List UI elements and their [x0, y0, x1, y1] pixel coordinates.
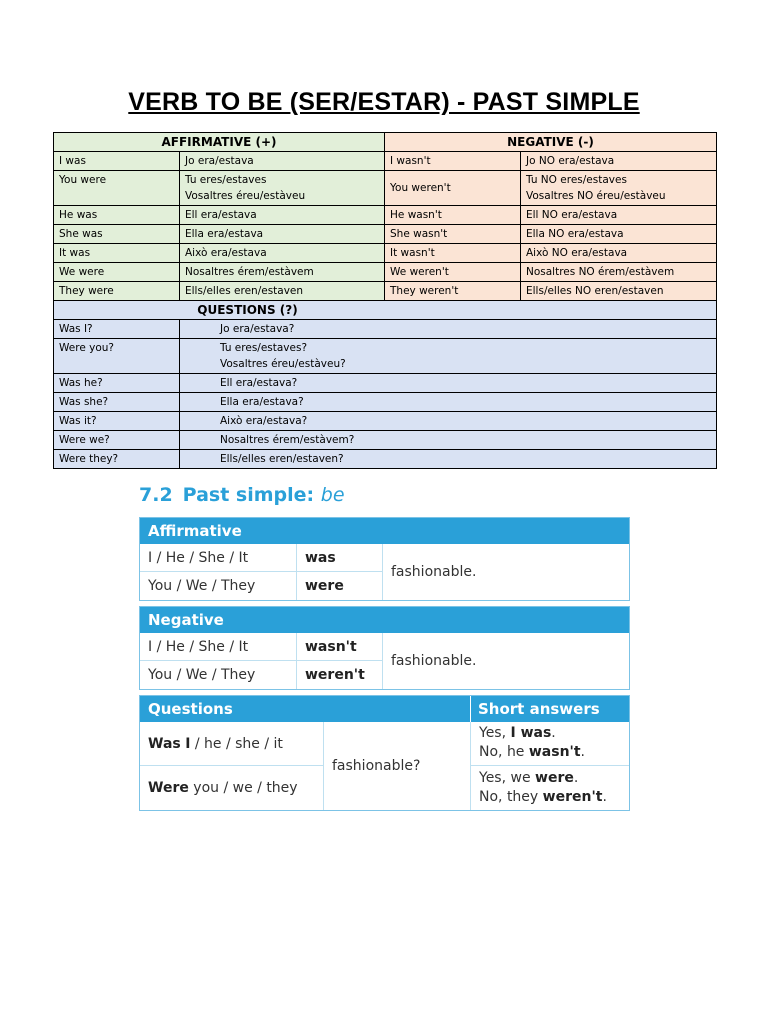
section-heading-italic: be	[320, 484, 345, 506]
q-en: Were you?	[54, 339, 180, 374]
question-form: Were you / we / they	[148, 780, 298, 796]
aff-en: I was	[54, 152, 180, 171]
subject: I / He / She / It	[148, 639, 249, 655]
table-row	[54, 171, 717, 206]
table-row	[54, 225, 717, 244]
negative-header: NEGATIVE (-)	[385, 133, 717, 152]
neg-ca: Tu NO eres/estaves Vosaltres NO éreu/estàveu	[521, 171, 717, 206]
aff-en: He was	[54, 206, 180, 225]
verb: were	[305, 578, 344, 594]
q-en: Were they?	[54, 450, 180, 469]
subject: You / We / They	[148, 667, 256, 683]
affirmative-label: Affirmative	[140, 518, 629, 544]
aff-ca: Nosaltres érem/estàvem	[180, 263, 385, 282]
neg-en: It wasn't	[385, 244, 521, 263]
neg-ca: Jo NO era/estava	[521, 152, 717, 171]
neg-en: He wasn't	[385, 206, 521, 225]
q-ca: Ella era/estava?	[180, 393, 717, 412]
table-row	[54, 152, 717, 171]
subject: I / He / She / It	[148, 550, 249, 566]
complement: fashionable?	[332, 758, 421, 774]
aff-en: It was	[54, 244, 180, 263]
question-row	[54, 374, 717, 393]
short-answers-label: Short answers	[478, 700, 600, 718]
question-form: Was I / he / she / it	[148, 736, 283, 752]
table-row	[54, 263, 717, 282]
questions-label: Questions	[148, 700, 233, 718]
aff-ca: Ells/elles eren/estaven	[180, 282, 385, 301]
table-row	[54, 282, 717, 301]
affirmative-box	[139, 517, 630, 601]
aff-ca: Ell era/estava	[180, 206, 385, 225]
question-row	[54, 450, 717, 469]
page-title: VERB TO BE (SER/ESTAR) - PAST SIMPLE	[128, 88, 640, 116]
neg-en: She wasn't	[385, 225, 521, 244]
section-number: 7.2	[139, 484, 173, 506]
complement: fashionable.	[391, 564, 477, 580]
q-en: Was she?	[54, 393, 180, 412]
neg-ca: Ell NO era/estava	[521, 206, 717, 225]
q-ca: Jo era/estava?	[180, 320, 717, 339]
questions-box	[139, 695, 630, 811]
neg-ca: Ella NO era/estava	[521, 225, 717, 244]
negative-label: Negative	[140, 607, 629, 633]
section-heading-text: Past simple:	[182, 484, 315, 506]
question-row	[54, 320, 717, 339]
q-en: Were we?	[54, 431, 180, 450]
verb: was	[305, 550, 336, 566]
complement: fashionable.	[391, 653, 477, 669]
past-simple-table	[53, 132, 717, 469]
q-ca: Ells/elles eren/estaven?	[180, 450, 717, 469]
table-row	[54, 206, 717, 225]
q-en: Was I?	[54, 320, 180, 339]
affirmative-header: AFFIRMATIVE (+)	[54, 133, 385, 152]
aff-ca: Tu eres/estaves Vosaltres éreu/estàveu	[180, 171, 385, 206]
q-en: Was he?	[54, 374, 180, 393]
subject: You / We / They	[148, 578, 256, 594]
table-row	[54, 244, 717, 263]
q-ca: Tu eres/estaves? Vosaltres éreu/estàveu?	[180, 339, 717, 374]
aff-en: She was	[54, 225, 180, 244]
short-answer: Yes, we were. No, they weren't.	[479, 770, 607, 805]
q-ca: Nosaltres érem/estàvem?	[180, 431, 717, 450]
neg-en: They weren't	[385, 282, 521, 301]
question-row	[54, 412, 717, 431]
aff-ca: Jo era/estava	[180, 152, 385, 171]
neg-en: You weren't	[385, 171, 521, 206]
short-answer: Yes, I was. No, he wasn't.	[479, 725, 585, 760]
question-row	[54, 393, 717, 412]
q-ca: Ell era/estava?	[180, 374, 717, 393]
negative-box	[139, 606, 630, 690]
questions-header: QUESTIONS (?)	[54, 301, 717, 320]
neg-ca: Ells/elles NO eren/estaven	[521, 282, 717, 301]
question-row	[54, 339, 717, 374]
neg-en: We weren't	[385, 263, 521, 282]
aff-en: We were	[54, 263, 180, 282]
neg-ca: Nosaltres NO érem/estàvem	[521, 263, 717, 282]
aff-en: They were	[54, 282, 180, 301]
q-en: Was it?	[54, 412, 180, 431]
verb: wasn't	[305, 639, 357, 655]
neg-en: I wasn't	[385, 152, 521, 171]
verb: weren't	[305, 667, 365, 683]
neg-ca: Això NO era/estava	[521, 244, 717, 263]
aff-ca: Això era/estava	[180, 244, 385, 263]
q-ca: Això era/estava?	[180, 412, 717, 431]
question-row	[54, 431, 717, 450]
section-heading	[139, 484, 345, 506]
aff-en: You were	[54, 171, 180, 206]
aff-ca: Ella era/estava	[180, 225, 385, 244]
